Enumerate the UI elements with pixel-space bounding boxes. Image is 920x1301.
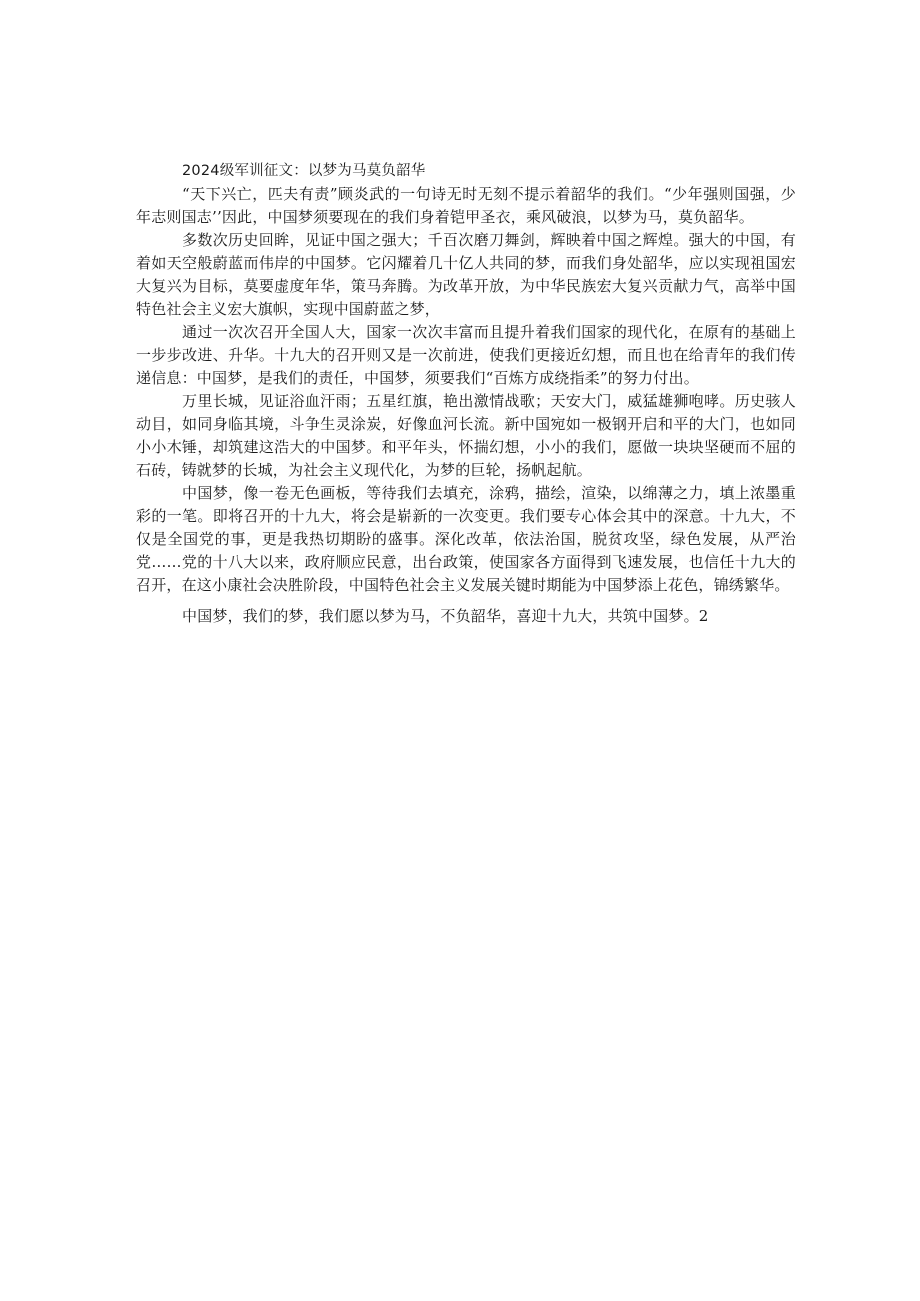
paragraph-3: 通过一次次召开全国人大，国家一次次丰富而且提升着我们国家的现代化，在原有的基础上一步步改进、升华。十九大的召开则又是一次前进，使我们更接近幻想，而且也在给青年的我们传递信息：中国梦，是我们的责任，中国梦，须要我们“百炼方成绕指柔”的努力付出。 [136,323,796,387]
document-body [136,160,796,628]
document-title: 2024级军训征文：以梦为马莫负韶华 [182,163,426,179]
paragraph-1: “天下兴亡，匹夫有责”顾炎武的一句诗无时无刻不提示着韶华的我们。“少年强则国强，少年志则国志’’因此，中国梦须要现在的我们身着铠甲圣衣，乘风破浪，以梦为马，莫负韶华。 [136,185,796,226]
paragraph-5: 中国梦，像一卷无色画板，等待我们去填充，涂鸦，描绘，渲染，以绵薄之力，填上浓墨重彩的一笔。即将召开的十九大，将会是崭新的一次变更。我们要专心体会其中的深意。十九大，不仅是全国党的事，更是我热切期盼的盛事。深化改革，依法治国，脱贫攻坚，绿色发展，从严治党……党的十八大以来，政府顺应民意，出台政策，使国家各方面得到飞速发展，也信任十九大的召开，在这小康社会决胜阶段，中国特色社会主义发展关键时期能为中国梦添上花色，锦绣繁华。 [136,484,796,594]
paragraph-6: 中国梦，我们的梦，我们愿以梦为马，不负韶华，喜迎十九大，共筑中国梦。2 [182,607,709,625]
paragraph-4: 万里长城，见证浴血汗雨；五星红旗，艳出激情战歌；天安大门，威猛雄狮咆哮。历史骇人动目，如同身临其境，斗争生灵涂炭，好像血河长流。新中国宛如一极钢开启和平的大门，也如同小小木锤，却筑建这浩大的中国梦。和平年头，怀揣幻想，小小的我们，愿做一块块坚硬而不屈的石砖，铸就梦的长城，为社会主义现代化，为梦的巨轮，扬帆起航。 [136,392,796,479]
paragraph-2: 多数次历史回眸，见证中国之强大；千百次磨刀舞剑，辉映着中国之辉煌。强大的中国，有着如天空般蔚蓝而伟岸的中国梦。它闪耀着几十亿人共同的梦，而我们身处韶华，应以实现祖国宏大复兴为目标，莫要虚度年华，策马奔腾。为改革开放，为中华民族宏大复兴贡献力气，高举中国特色社会主义宏大旗帜，实现中国蔚蓝之梦， [136,231,796,318]
